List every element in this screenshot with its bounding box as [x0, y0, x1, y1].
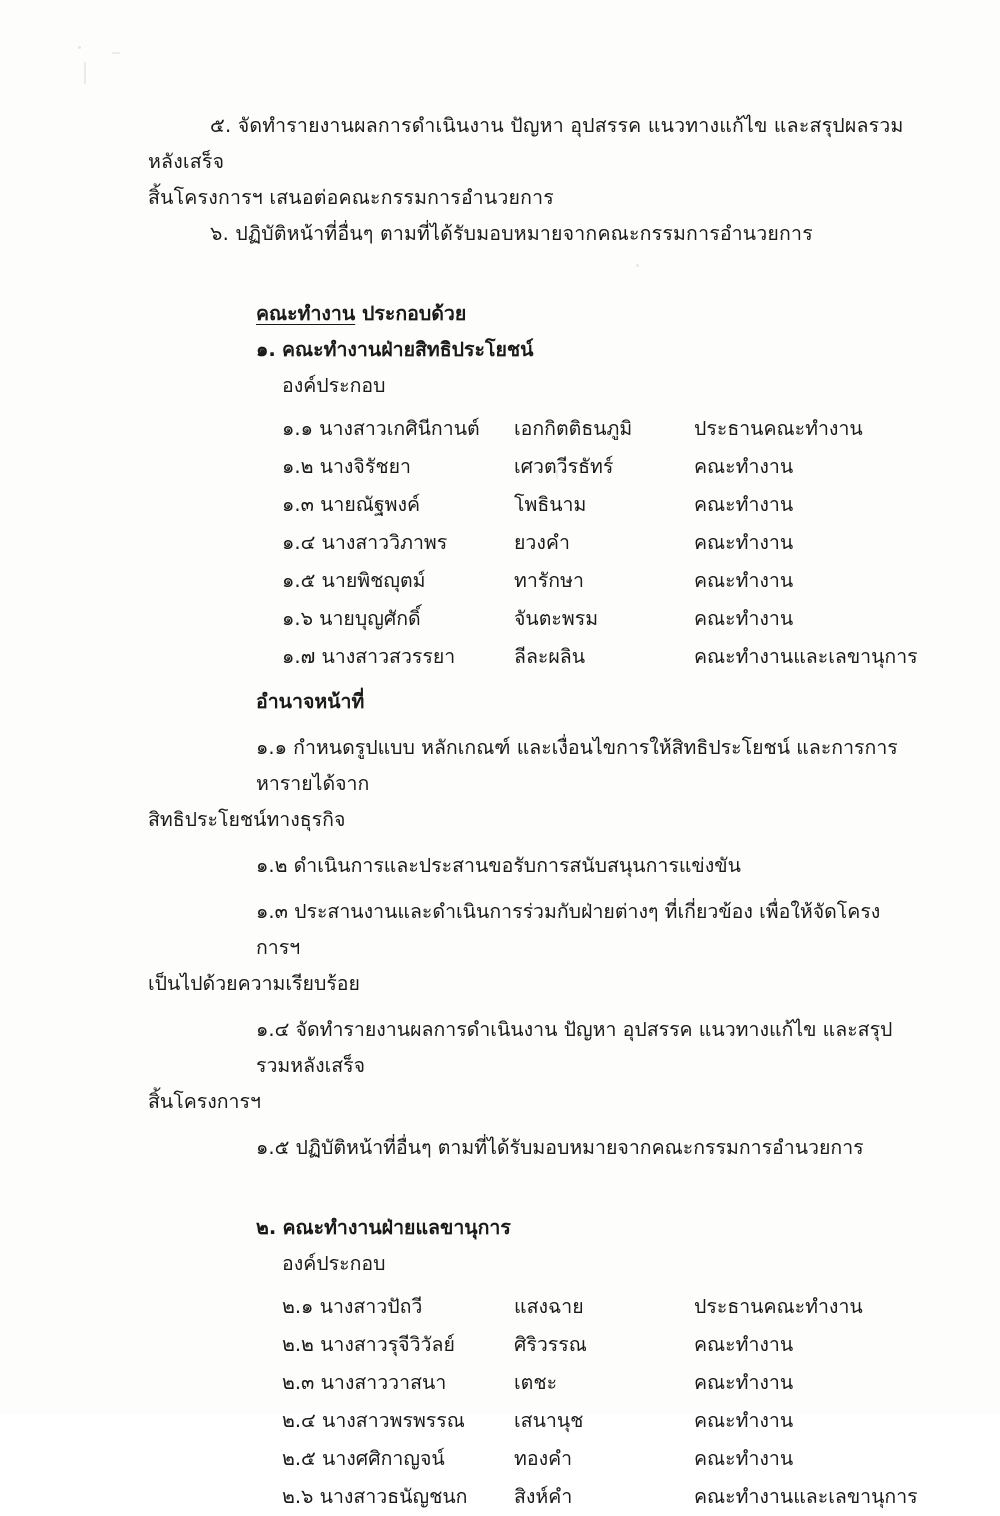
- member-role: ประธานคณะทำงาน: [694, 417, 863, 440]
- member-surname: ทารักษา: [514, 569, 584, 592]
- section2-title-row: [148, 1210, 908, 1246]
- member-name: ๒.๑ นางสาวปัถวี: [282, 1295, 423, 1318]
- member-role: คณะทำงานและเลขานุการ: [694, 1485, 918, 1508]
- working-group-heading-row: [148, 296, 908, 332]
- table-row: [282, 524, 922, 562]
- member-role: ประธานคณะทำงาน: [694, 1295, 863, 1318]
- member-surname: เตชะ: [514, 1371, 558, 1394]
- member-name: ๒.๔ นางสาวพรพรรณ: [282, 1409, 465, 1432]
- duty-item: [148, 894, 908, 1002]
- section1-title: คณะทำงานฝ่ายสิทธิประโยชน์: [282, 338, 534, 361]
- duty-text-cont: สิทธิประโยชน์ทางธุรกิจ: [148, 808, 346, 831]
- document-body: [148, 108, 918, 1516]
- scan-artifact-line: [84, 62, 86, 84]
- member-role: คณะทำงาน: [694, 1333, 794, 1356]
- paragraph-item-5: ๕. จัดทำรายงานผลการดำเนินงาน ปัญหา อุปสรรค แนวทางแก้ไข และสรุปผลรวมหลังเสร็จ: [148, 114, 904, 173]
- section2-number: ๒.: [256, 1216, 277, 1239]
- member-surname: จันตะพรม: [514, 607, 599, 630]
- section1-number: ๑.: [256, 338, 276, 361]
- member-role: คณะทำงาน: [694, 1409, 794, 1432]
- member-surname: เสนานุช: [514, 1409, 584, 1432]
- member-name: ๒.๒ นางสาวรุจีวิวัลย์: [282, 1333, 455, 1356]
- paragraph-item-6: ๖. ปฏิบัติหน้าที่อื่นๆ ตามที่ได้รับมอบหมายจากคณะกรรมการอำนวยการ: [210, 222, 813, 245]
- table-row: [282, 1402, 922, 1440]
- duty-text: ๑.๒ ดำเนินการและประสานขอรับการสนับสนุนการแข่งขัน: [256, 854, 741, 877]
- member-name: ๑.๔ นางสาววิภาพร: [282, 531, 448, 554]
- table-row: [282, 448, 922, 486]
- table-row: [282, 1478, 922, 1516]
- member-surname: ลีละผลิน: [514, 645, 586, 668]
- table-row: [282, 410, 922, 448]
- member-surname: ทองคำ: [514, 1447, 573, 1470]
- member-role: คณะทำงาน: [694, 455, 794, 478]
- working-group-heading: คณะทำงาน: [256, 302, 356, 325]
- member-role: คณะทำงาน: [694, 569, 794, 592]
- table-row: [282, 1326, 922, 1364]
- member-role: คณะทำงาน: [694, 1447, 794, 1470]
- section2-composition-label: องค์ประกอบ: [282, 1252, 386, 1275]
- member-role: คณะทำงาน: [694, 493, 794, 516]
- duty-text: ๑.๑ กำหนดรูปแบบ หลักเกณฑ์ และเงื่อนไขการให้สิทธิประโยชน์ และการการหารายได้จาก: [256, 736, 898, 795]
- member-role: คณะทำงาน: [694, 607, 794, 630]
- member-name: ๑.๓ นายณัฐพงค์: [282, 493, 421, 516]
- member-role: คณะทำงานและเลขานุการ: [694, 645, 918, 668]
- section2-title: คณะทำงานฝ่ายแลขานุการ: [282, 1216, 511, 1239]
- member-role: คณะทำงาน: [694, 1371, 794, 1394]
- section1-title-row: [148, 332, 908, 368]
- duty-text-cont: สิ้นโครงการฯ: [148, 1090, 261, 1113]
- member-surname: แสงฉาย: [514, 1295, 584, 1318]
- member-surname: ศิริวรรณ: [514, 1333, 587, 1356]
- member-name: ๒.๓ นางสาววาสนา: [282, 1371, 447, 1394]
- table-row: [282, 600, 922, 638]
- member-surname: ยวงคำ: [514, 531, 570, 554]
- working-group-heading-tail: ประกอบด้วย: [355, 302, 467, 325]
- table-row: [282, 486, 922, 524]
- member-surname: เอกกิตติธนภูมิ: [514, 417, 633, 440]
- scan-artifact-dot: [78, 46, 81, 49]
- table-row: [282, 638, 922, 676]
- member-name: ๒.๕ นางศศิกาญจน์: [282, 1447, 445, 1470]
- table-row: [282, 562, 922, 600]
- member-name: ๒.๖ นางสาวธนัญชนก: [282, 1485, 468, 1508]
- duty-text: ๑.๕ ปฏิบัติหน้าที่อื่นๆ ตามที่ได้รับมอบหมายจากคณะกรรมการอำนวยการ: [256, 1136, 864, 1159]
- scan-artifact-stroke: [112, 52, 120, 54]
- table-row: [282, 1288, 922, 1326]
- duty-text-cont: เป็นไปด้วยความเรียบร้อย: [148, 972, 360, 995]
- duty-item: [148, 730, 908, 838]
- table-row: [282, 1364, 922, 1402]
- section1-composition-label: องค์ประกอบ: [282, 374, 386, 397]
- member-name: ๑.๕ นายพิชญุตม์: [282, 569, 426, 592]
- duty-text: ๑.๔ จัดทำรายงานผลการดำเนินงาน ปัญหา อุปสรรค แนวทางแก้ไข และสรุปรวมหลังเสร็จ: [256, 1018, 893, 1077]
- duty-item: [148, 1012, 908, 1120]
- duty-item: [148, 1130, 908, 1166]
- duty-item: [148, 848, 908, 884]
- section2-member-table: [282, 1288, 922, 1516]
- member-name: ๑.๖ นายบุญศักดิ์: [282, 607, 421, 630]
- member-role: คณะทำงาน: [694, 531, 794, 554]
- member-name: ๑.๒ นางจิรัชยา: [282, 455, 411, 478]
- section1-duties-label: อำนาจหน้าที่: [256, 690, 365, 713]
- paragraph-item-5-cont: สิ้นโครงการฯ เสนอต่อคณะกรรมการอำนวยการ: [148, 186, 554, 209]
- member-name: ๑.๑ นางสาวเกศินีกานต์: [282, 417, 480, 440]
- duty-text: ๑.๓ ประสานงานและดำเนินการร่วมกับฝ่ายต่างๆ ที่เกี่ยวข้อง เพื่อให้จัดโครงการฯ: [256, 900, 881, 959]
- table-row: [282, 1440, 922, 1478]
- member-surname: สิงห์คำ: [514, 1485, 573, 1508]
- section1-member-table: [282, 410, 922, 676]
- member-surname: เศวตวีรธัทร์: [514, 455, 614, 478]
- member-name: ๑.๗ นางสาวสวรรยา: [282, 645, 456, 668]
- member-surname: โพธินาม: [514, 493, 587, 516]
